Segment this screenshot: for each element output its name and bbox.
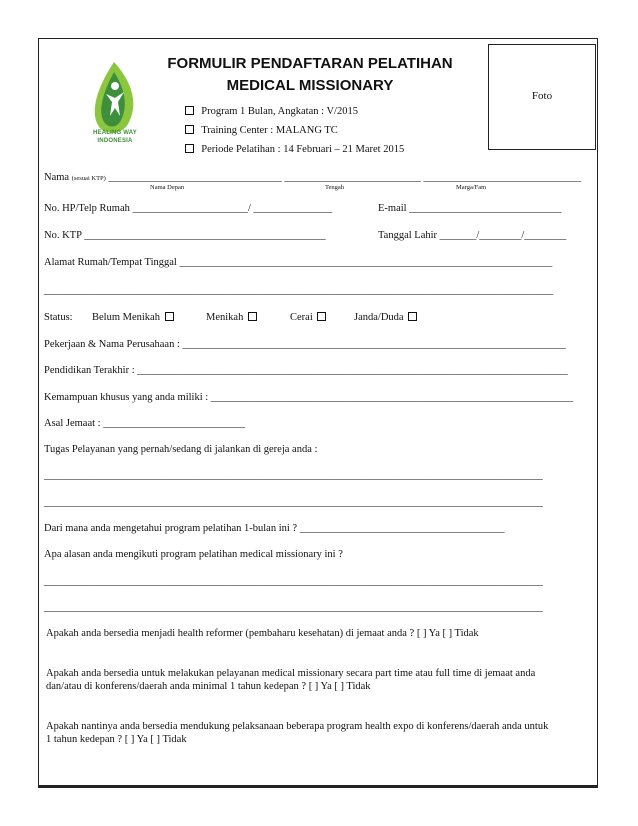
bottom-rule bbox=[38, 786, 598, 788]
alamat-line2[interactable]: _________________________________________________________________________________________________ bbox=[44, 285, 554, 296]
question-missionary-line2[interactable]: dan/atau di konferens/daerah anda minimal 1 tahun kedepan ? [ ] Ya [ ] Tidak bbox=[46, 681, 371, 692]
status-belum-menikah-label: Belum Menikah bbox=[92, 312, 160, 323]
alasan-line1[interactable]: _______________________________________________________________________________________________ bbox=[44, 576, 543, 587]
ktp-field[interactable]: No. KTP ______________________________________________ bbox=[44, 230, 326, 241]
checkbox-icon bbox=[185, 106, 194, 115]
form-title-line2: MEDICAL MISSIONARY bbox=[226, 77, 394, 94]
alasan-line2[interactable]: _______________________________________________________________________________________________ bbox=[44, 602, 543, 613]
nama-field[interactable] bbox=[44, 172, 581, 183]
question-missionary-line1: Apakah anda bersedia untuk melakukan pelayanan medical missionary secara part time atau full time di jemaat anda bbox=[46, 668, 536, 679]
alamat-field[interactable]: Alamat Rumah/Tempat Tinggal _______________________________________________________________________ bbox=[44, 257, 553, 268]
tugas-line1[interactable]: _______________________________________________________________________________________________ bbox=[44, 470, 543, 481]
question-health-expo-line2[interactable]: 1 tahun kedepan ? [ ] Ya [ ] Tidak bbox=[46, 734, 187, 745]
status-cerai[interactable] bbox=[290, 312, 328, 323]
photo-box bbox=[488, 44, 596, 150]
photo-label: Foto bbox=[531, 90, 553, 102]
checkbox-icon bbox=[185, 125, 194, 134]
kemampuan-field[interactable]: Kemampuan khusus yang anda miliki : _____________________________________________________________________ bbox=[44, 392, 574, 403]
email-field[interactable]: E-mail _____________________________ bbox=[378, 203, 562, 214]
status-label: Status: bbox=[44, 312, 73, 323]
status-janda-duda[interactable] bbox=[354, 312, 419, 323]
sub-tengah: Tengah bbox=[325, 184, 345, 191]
nama-blanks[interactable]: _________________________________ __________________________ ______________________________ bbox=[108, 172, 581, 183]
status-belum-menikah[interactable] bbox=[92, 312, 176, 323]
question-health-reformer[interactable]: Apakah anda bersedia menjadi health reformer (pembaharu kesehatan) di jemaat anda ? [ ] Ya [ ] Tidak bbox=[46, 628, 479, 639]
info-periode bbox=[183, 144, 404, 155]
healing-way-logo bbox=[84, 58, 144, 150]
sub-nama-depan: Nama Depan bbox=[150, 184, 185, 191]
info-training-text: Training Center : MALANG TC bbox=[201, 125, 338, 136]
tugas-line2[interactable]: _______________________________________________________________________________________________ bbox=[44, 497, 543, 508]
status-janda-duda-label: Janda/Duda bbox=[354, 312, 404, 323]
form-title-line1: FORMULIR PENDAFTARAN PELATIHAN bbox=[167, 55, 453, 72]
status-menikah-label: Menikah bbox=[206, 312, 244, 323]
logo-text-1: HEALING WAY bbox=[93, 130, 137, 136]
darimana-field[interactable]: Dari mana anda mengetahui program pelatihan 1-bulan ini ? _______________________________________ bbox=[44, 523, 505, 534]
checkbox-icon[interactable] bbox=[317, 312, 326, 321]
tugas-label: Tugas Pelayanan yang pernah/sedang di jalankan di gereja anda : bbox=[44, 444, 318, 455]
hp-field[interactable]: No. HP/Telp Rumah ______________________/ _______________ bbox=[44, 203, 333, 214]
asal-jemaat-field[interactable]: Asal Jemaat : ___________________________ bbox=[44, 418, 245, 429]
info-training bbox=[183, 125, 338, 136]
logo-text-2: INDONESIA bbox=[97, 138, 133, 144]
nama-label: Nama bbox=[44, 172, 70, 183]
pekerjaan-field[interactable]: Pekerjaan & Nama Perusahaan : _________________________________________________________________________ bbox=[44, 339, 566, 350]
checkbox-icon[interactable] bbox=[165, 312, 174, 321]
info-program-text: Program 1 Bulan, Angkatan : V/2015 bbox=[201, 106, 358, 117]
tanggal-lahir-field[interactable]: Tanggal Lahir _______/________/________ bbox=[378, 230, 567, 241]
nama-note: (sesuai KTP) bbox=[71, 175, 106, 182]
info-periode-text: Periode Pelatihan : 14 Februari – 21 Maret 2015 bbox=[201, 144, 405, 155]
pendidikan-field[interactable]: Pendidikan Terakhir : __________________________________________________________________________________ bbox=[44, 365, 568, 376]
status-menikah[interactable] bbox=[206, 312, 259, 323]
alasan-label: Apa alasan anda mengikuti program pelatihan medical missionary ini ? bbox=[44, 549, 343, 560]
question-health-expo-line1: Apakah nantinya anda bersedia mendukung pelaksanaan beberapa program health expo di konferens/daerah anda untuk bbox=[46, 721, 549, 732]
checkbox-icon bbox=[185, 144, 194, 153]
checkbox-icon[interactable] bbox=[248, 312, 257, 321]
info-program bbox=[183, 106, 358, 117]
sub-marga: Marga/Fam bbox=[456, 184, 487, 191]
status-cerai-label: Cerai bbox=[290, 312, 313, 323]
checkbox-icon[interactable] bbox=[408, 312, 417, 321]
